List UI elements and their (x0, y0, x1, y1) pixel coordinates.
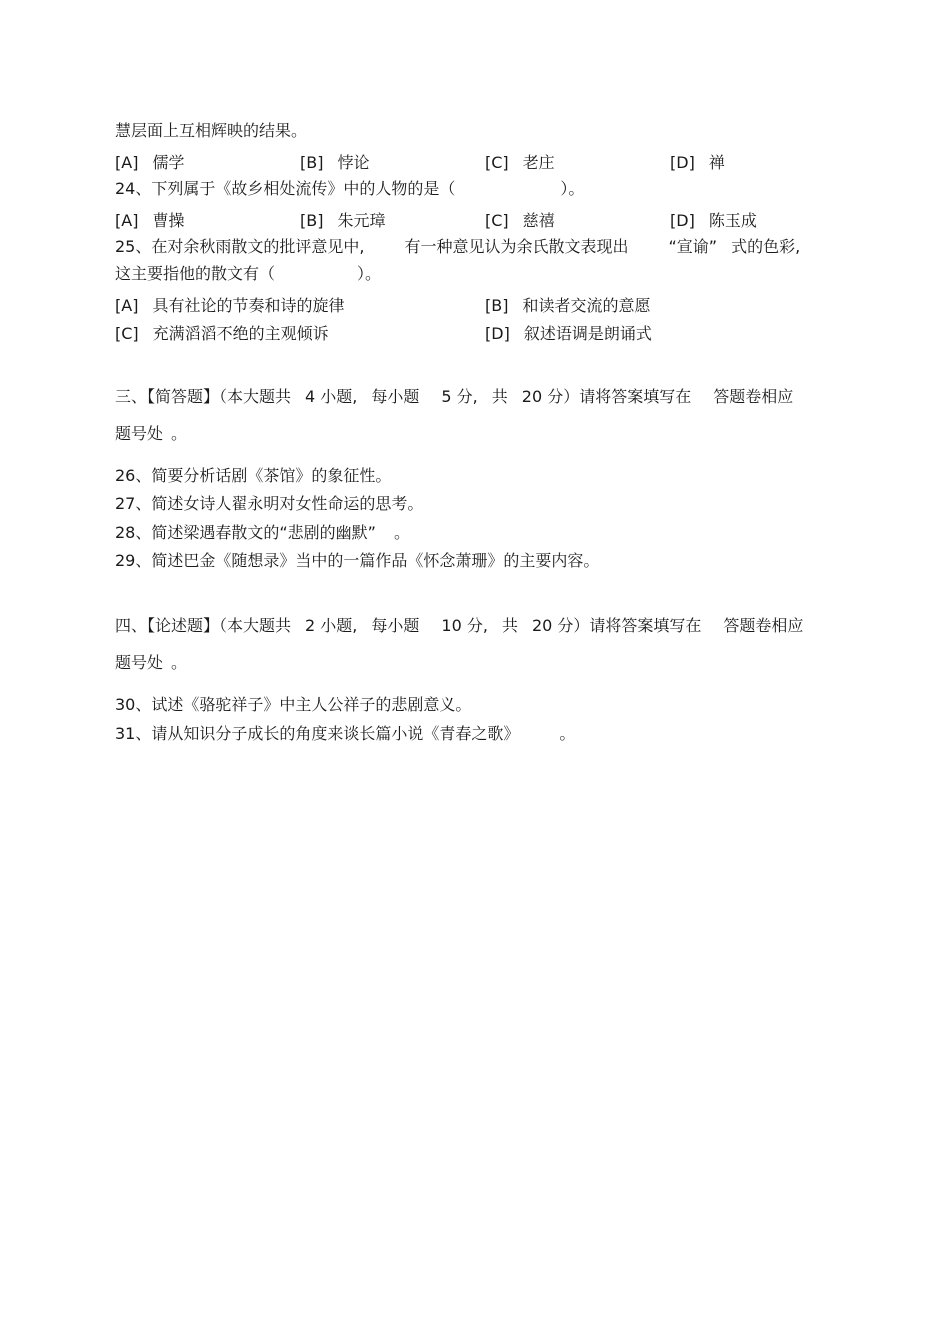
question-text: 30、试述《骆驼祥子》中主人公祥子的悲剧意义。 (115, 695, 472, 714)
q23-option-c (485, 155, 555, 171)
option-label: [D] (670, 153, 695, 172)
option-text: 悖论 (337, 153, 370, 172)
question-text: 28、简述梁遇春散文的“悲剧的幽默” (115, 523, 376, 542)
question-text: 式的色彩, (731, 237, 801, 256)
option-text: 和读者交流的意愿 (522, 296, 651, 315)
option-label: [B] (485, 296, 509, 315)
option-text: 叙述语调是朗诵式 (523, 324, 652, 343)
option-text: 慈禧 (522, 211, 555, 230)
section-text: 5 分, (441, 387, 478, 406)
question-28 (115, 525, 410, 541)
option-label: [C] (485, 211, 509, 230)
question-25-line1 (115, 239, 800, 255)
section-3-heading-cont (115, 426, 187, 442)
question-text: 这主要指他的散文有（ (115, 264, 276, 283)
question-blank-end: ）。 (560, 179, 585, 198)
option-label: [C] (485, 153, 509, 172)
option-text: 陈玉成 (708, 211, 757, 230)
question-29 (115, 553, 599, 569)
section-text: 10 分, (441, 616, 488, 635)
option-text: 充满滔滔不绝的主观倾诉 (152, 324, 329, 343)
option-text: 朱元璋 (337, 211, 386, 230)
option-text: 儒学 (152, 153, 185, 172)
question-27 (115, 496, 423, 512)
q23-option-b (300, 155, 369, 171)
option-text: 老庄 (522, 153, 555, 172)
section-text: 20 分）请将答案填写在 (521, 387, 692, 406)
question-26 (115, 468, 391, 484)
q23-continuation (115, 123, 307, 139)
section-text: 答题卷相应 (713, 387, 794, 406)
q25-option-d (485, 326, 652, 342)
q24-option-b (300, 213, 385, 229)
question-31 (115, 726, 575, 742)
q23-text-tail: 慧层面上互相辉映的结果。 (115, 121, 308, 140)
question-text: “宣谕” (668, 237, 718, 256)
q24-option-c (485, 213, 555, 229)
section-text: 三、【简答题】（本大题共 (115, 387, 292, 406)
section-text: 每小题 (371, 616, 420, 635)
section-text: 20 分）请将答案填写在 (531, 616, 702, 635)
q24-option-a (115, 213, 184, 229)
option-label: [D] (485, 324, 510, 343)
q23-option-d (670, 155, 725, 171)
question-30 (115, 697, 471, 713)
section-text: 。 (171, 424, 188, 443)
section-text: 题号处 (115, 424, 164, 443)
question-25-line2 (115, 266, 381, 282)
section-text: 共 (491, 387, 508, 406)
option-label: [D] (670, 211, 695, 230)
section-text: 答题卷相应 (723, 616, 804, 635)
section-text: 四、【论述题】（本大题共 (115, 616, 292, 635)
section-4-heading-cont (115, 655, 187, 671)
option-text: 曹操 (152, 211, 185, 230)
section-text: 每小题 (371, 387, 420, 406)
question-text: 。 (559, 724, 576, 743)
question-text: 有一种意见认为余氏散文表现出 (404, 237, 629, 256)
section-text: 2 小题, (305, 616, 358, 635)
option-label: [B] (300, 153, 324, 172)
question-text: 26、简要分析话剧《茶馆》的象征性。 (115, 466, 392, 485)
section-3-heading (115, 389, 793, 405)
option-text: 禅 (708, 153, 725, 172)
question-text: 24、下列属于《故乡相处流传》中的人物的是（ (115, 179, 456, 198)
section-text: 4 小题, (305, 387, 358, 406)
section-text: 题号处 (115, 653, 164, 672)
q25-option-a (115, 298, 344, 314)
option-label: [A] (115, 211, 139, 230)
option-label: [B] (300, 211, 324, 230)
option-label: [C] (115, 324, 139, 343)
section-text: 共 (501, 616, 518, 635)
question-24 (115, 181, 584, 197)
question-text: 27、简述女诗人翟永明对女性命运的思考。 (115, 494, 424, 513)
q23-option-a (115, 155, 184, 171)
section-4-heading (115, 618, 803, 634)
q25-option-c (115, 326, 329, 342)
option-text: 具有社论的节奏和诗的旋律 (152, 296, 345, 315)
option-label: [A] (115, 153, 139, 172)
question-text: 。 (393, 523, 410, 542)
q24-option-d (670, 213, 757, 229)
option-label: [A] (115, 296, 139, 315)
question-text: 31、请从知识分子成长的角度来谈长篇小说《青春之歌》 (115, 724, 520, 743)
section-text: 。 (171, 653, 188, 672)
question-text: 25、在对余秋雨散文的批评意见中, (115, 237, 365, 256)
question-blank-end: ）。 (357, 264, 382, 283)
q25-option-b (485, 298, 650, 314)
question-text: 29、简述巴金《随想录》当中的一篇作品《怀念萧珊》的主要内容。 (115, 551, 600, 570)
